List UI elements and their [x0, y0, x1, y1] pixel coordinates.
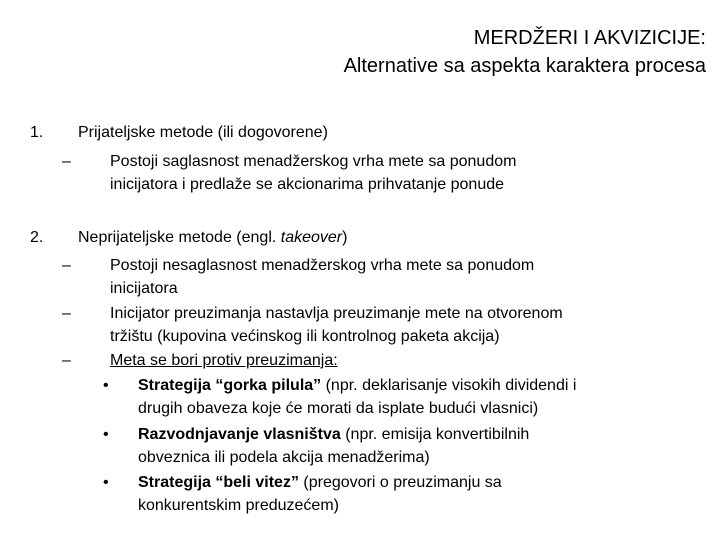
item-1-sub-1-line-2: inicijatora i predlaže se akcionarima prihvatanje ponude — [110, 176, 505, 193]
slide-title — [106, 24, 706, 80]
bullet-2-rest: (npr. emisija konvertibilnih — [340, 426, 530, 443]
item-2-heading — [78, 229, 347, 247]
bullet-3-bold: Strategija “beli vitez” — [138, 474, 299, 491]
item-2-sub-1-marker: – — [62, 257, 71, 274]
bullet-3-line-1 — [138, 474, 502, 492]
item-2-sub-1-line-1: Postoji nesaglasnost menadžerskog vrha mete sa ponudom — [110, 257, 535, 274]
item-2-heading-prefix: Neprijateljske metode (engl. — [78, 229, 281, 246]
title-line-2: Alternative sa aspekta karaktera procesa — [343, 55, 706, 77]
item-2-heading-italic: takeover — [280, 229, 343, 246]
item-2-sub-3-marker: – — [62, 352, 71, 369]
item-1-heading: Prijateljske metode (ili dogovorene) — [78, 124, 328, 141]
bullet-3-line-2: konkurentskim preduzećem) — [138, 497, 339, 514]
bullet-2-line-2: obveznica ili podela akcija menadžerima) — [138, 449, 430, 466]
item-2-sub-2-line-2: tržištu (kupovina većinskog ili kontrolnog paketa akcija) — [110, 328, 500, 345]
bullet-3-rest: (pregovori o preuzimanju sa — [298, 474, 502, 491]
item-1-sub-1-marker: – — [62, 153, 71, 170]
bullet-2-bold: Razvodnjavanje vlasništva — [138, 426, 341, 443]
item-1-number: 1. — [30, 124, 44, 141]
item-2-sub-1-line-2: inicijatora — [110, 280, 178, 297]
bullet-3-marker: • — [103, 474, 109, 491]
item-2-heading-suffix: ) — [342, 229, 348, 246]
item-2-sub-2-line-1: Inicijator preuzimanja nastavlja preuzimanje mete na otvorenom — [110, 305, 563, 322]
item-1-sub-1-line-1: Postoji saglasnost menadžerskog vrha mete sa ponudom — [110, 153, 517, 170]
bullet-1-rest: (npr. deklarisanje visokih dividendi i — [321, 377, 577, 394]
bullet-1-line-1 — [138, 377, 576, 395]
item-2-sub-3-line-1: Meta se bori protiv preuzimanja: — [110, 352, 338, 369]
bullet-1-line-2: drugih obaveza koje će morati da isplate budući vlasnici) — [138, 400, 539, 417]
bullet-2-line-1 — [138, 426, 529, 444]
bullet-2-marker: • — [103, 426, 109, 443]
bullet-1-bold: Strategija “gorka pilula” — [138, 377, 322, 394]
item-2-number: 2. — [30, 229, 44, 246]
item-2-sub-2-marker: – — [62, 305, 71, 322]
bullet-1-marker: • — [103, 377, 109, 394]
title-line-1: MERDŽERI I AKVIZICIJE: — [473, 27, 706, 49]
